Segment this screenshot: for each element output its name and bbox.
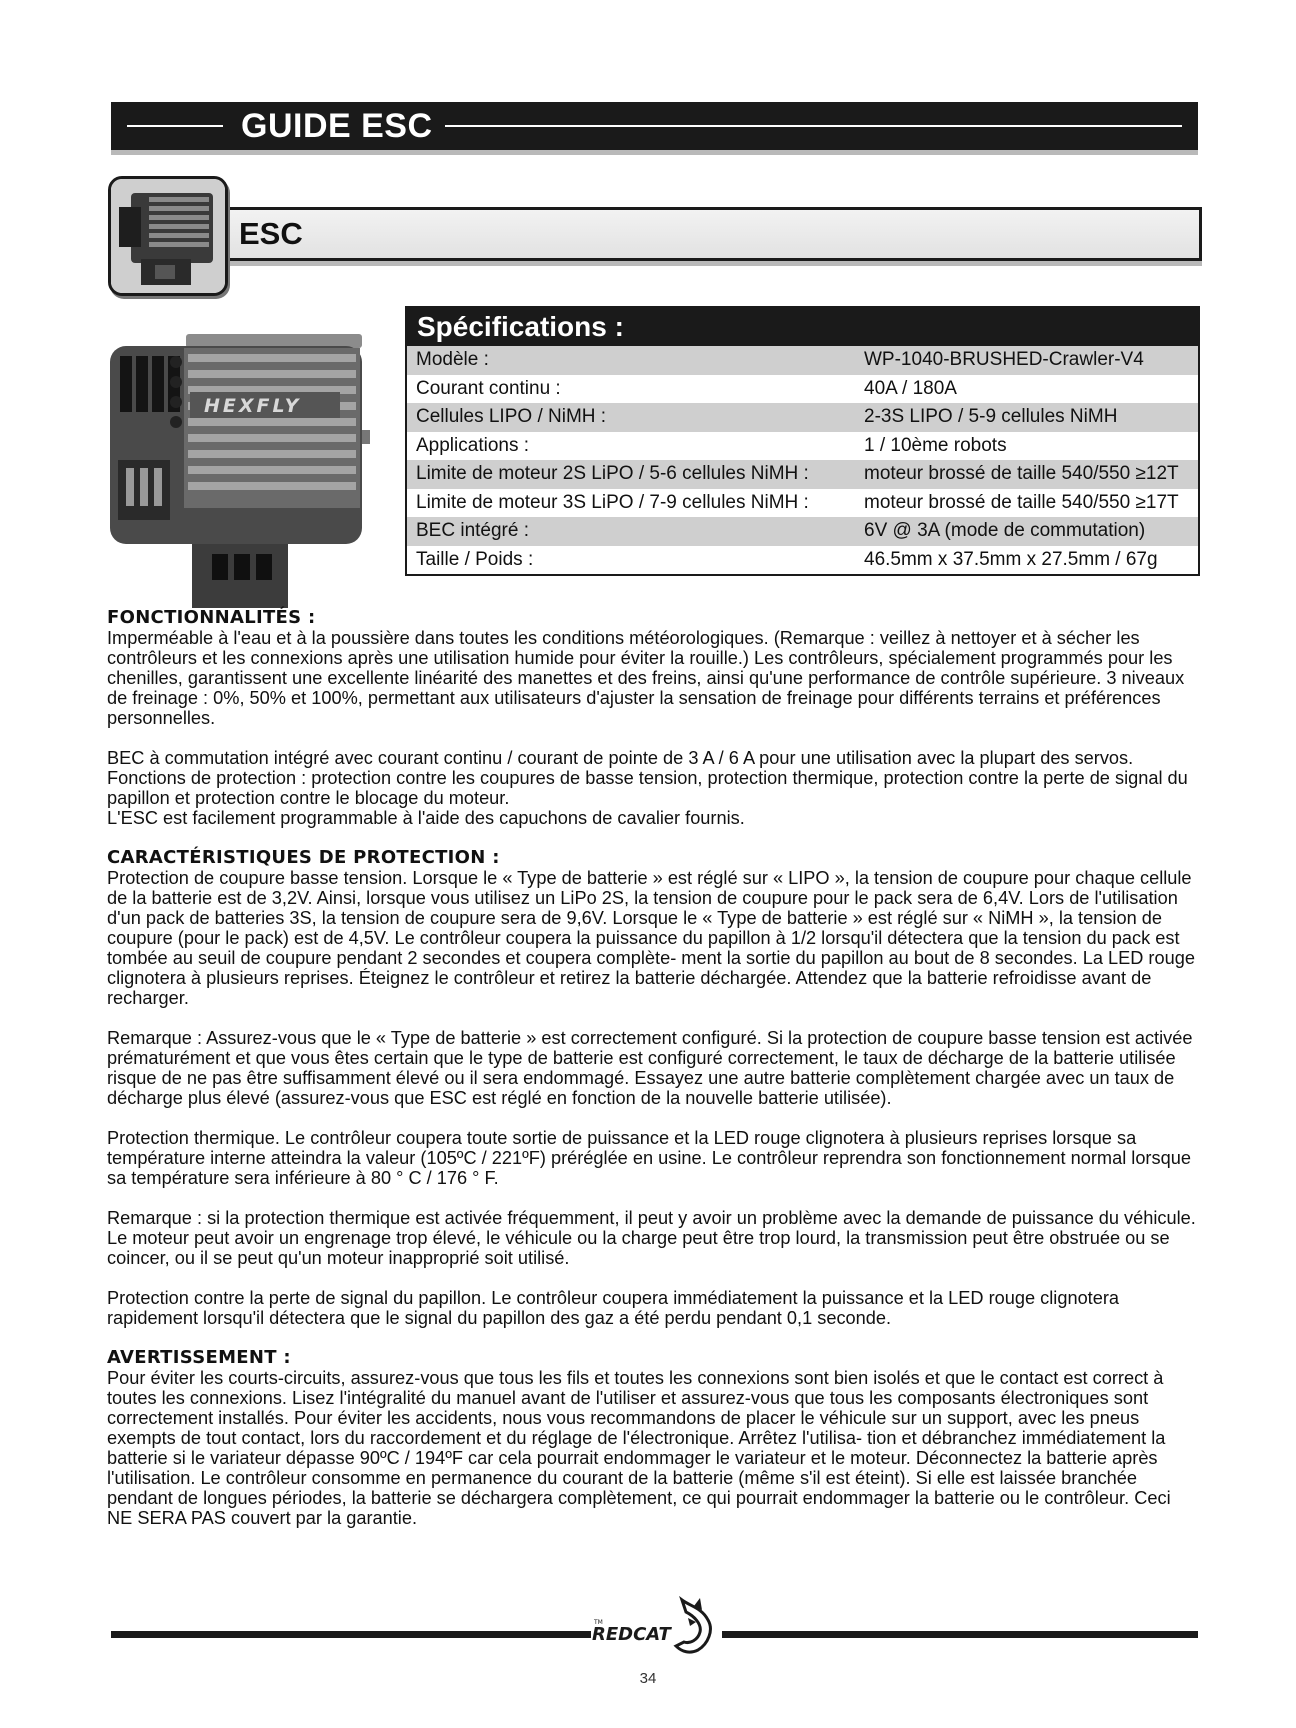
page-number: 34	[639, 1670, 657, 1687]
protection-heading: CARACTÉRISTIQUES DE PROTECTION :	[107, 847, 500, 868]
esc-thumbnail-icon	[108, 176, 228, 296]
footer-rule-right	[722, 1631, 1198, 1638]
protection-thermal-paragraph: Protection thermique. Le contrôleur coupera toute sortie de puissance et la LED rouge clignotera à plusieurs reprises lorsque sa température interne atteindra la valeur (105ºC / 221ºF) préréglée en usine. Le contrôleur reprendra son fonctionnement normal lorsque sa température sera inférieure à 80 ° C / 176 ° F.	[107, 1128, 1191, 1188]
esc-section-title: ESC	[239, 216, 303, 251]
spec-value: 46.5mm x 37.5mm x 27.5mm / 67g	[864, 548, 1158, 570]
features-heading: FONCTIONNALITÉS :	[107, 607, 316, 628]
spec-row-applications	[407, 432, 1198, 461]
spec-label: Cellules LIPO / NiMH :	[416, 406, 607, 427]
banner-rule-left	[127, 125, 223, 127]
spec-row-size-weight	[407, 546, 1198, 575]
footer-rule-left	[111, 1631, 591, 1638]
spec-label: Taille / Poids :	[416, 548, 534, 570]
spec-value: 1 / 10ème robots	[864, 434, 1007, 456]
protection-thermal-note: Remarque : si la protection thermique est activée fréquemment, il peut y avoir un problème avec la demande de puissance du véhicule. Le moteur peut avoir un engrenage trop élevé, le véhicule ou la charge peut être trop lourd, la transmission peut être obstruée ou se coincer, ou il se peut qu'un moteur inapproprié soit utilisé.	[107, 1208, 1196, 1268]
features-bec-paragraph: BEC à commutation intégré avec courant continu / courant de pointe de 3 A / 6 A pour une utilisation avec la plupart des servos.	[107, 748, 1134, 768]
spec-label: Limite de moteur 3S LiPO / 7-9 cellules NiMH :	[416, 491, 809, 513]
features-programming-paragraph: L'ESC est facilement programmable à l'aide des capuchons de cavalier fournis.	[107, 808, 745, 828]
spec-label: BEC intégré :	[416, 520, 529, 541]
specifications-rows	[407, 346, 1198, 574]
spec-row-motor-limit-3s	[407, 489, 1198, 518]
spec-value: WP-1040-BRUSHED-Crawler-V4	[864, 349, 1144, 370]
redcat-logo-icon	[590, 1596, 724, 1658]
specifications-table	[405, 306, 1200, 576]
spec-label: Applications :	[416, 434, 530, 456]
spec-row-current	[407, 375, 1198, 404]
spec-row-model	[407, 346, 1198, 375]
spec-value: 6V @ 3A (mode de commutation)	[864, 520, 1146, 541]
body-text	[107, 608, 1197, 1528]
banner-rule-right	[445, 125, 1182, 127]
redcat-logo-text: REDCAT	[592, 1624, 671, 1645]
spec-row-bec	[407, 517, 1198, 546]
spec-row-cells	[407, 403, 1198, 432]
trademark-text: TM	[594, 1619, 603, 1626]
specifications-title: Spécifications :	[407, 308, 1198, 346]
features-paragraph: Imperméable à l'eau et à la poussière dans toutes les conditions météorologiques. (Remarque : veillez à nettoyer et à sécher les contrôleurs et les connexions après une utilisation humide pour éviter la rouille.) Les contrôleurs, spécialement programmés pour les chenilles, garantissent une excellente linéarité des manettes et des freins, ainsi qu'une performance de contrôle supérieure. 3 niveaux de freinage : 0%, 50% et 100%, permettant aux utilisateurs d'ajuster la sensation de freinage pour différents terrains et préférences personnelles.	[107, 628, 1185, 728]
warning-heading: AVERTISSEMENT :	[107, 1347, 291, 1368]
protection-signal-loss-paragraph: Protection contre la perte de signal du papillon. Le contrôleur coupera immédiatement la puissance et la LED rouge clignotera rapidement lorsqu'il détectera que le signal du papillon des gaz a été perdu pendant 0,1 seconde.	[107, 1288, 1120, 1328]
spec-value: moteur brossé de taille 540/550 ≥12T	[864, 463, 1179, 484]
spec-value: 2-3S LIPO / 5-9 cellules NiMH	[864, 406, 1118, 427]
spec-row-motor-limit-2s	[407, 460, 1198, 489]
esc-product-image	[104, 332, 394, 612]
spec-label: Limite de moteur 2S LiPO / 5-6 cellules NiMH :	[416, 463, 809, 484]
spec-label: Courant continu :	[416, 377, 561, 399]
spec-label: Modèle :	[416, 349, 489, 370]
protection-battery-type-note: Remarque : Assurez-vous que le « Type de batterie » est correctement configuré. Si la protection de coupure basse tension est activée prématurément et que vous êtes certain que le type de batterie est configuré correctement, le taux de décharge de la batterie utilisée risque de ne pas être suffisamment élevé ou il sera endommagé. Essayez une autre batterie complètement chargée avec un taux de décharge plus élevé (assurez-vous que ESC est réglé en fonction de la nouvelle batterie utilisée).	[107, 1028, 1193, 1108]
guide-esc-banner	[111, 102, 1198, 150]
warning-paragraph: Pour éviter les courts-circuits, assurez-vous que tous les fils et toutes les connexions sont bien isolés et que le contact est correct à toutes les connexions. Lisez l'intégralité du manuel avant de l'utiliser et assurez-vous que tous les composants électroniques sont correctement installés. Pour éviter les accidents, nous vous recommandons de placer le véhicule sur un support, avec les pneus exempts de tout contact, lors du raccordement et du réglage de l'électronique. Arrêtez l'utilisa- tion et débranchez immédiatement la batterie si le variateur dépasse 90ºC / 194ºF car cela pourrait endommager le variateur et le moteur. Déconnectez la batterie après l'utilisation. Le contrôleur consomme en permanence du courant de la batterie (même s'il est éteint). Si elle est laissée branchée pendant de longues périodes, la batterie se déchargera complètement, ce qui pourrait endommager la batterie ou le contrôleur. Ceci NE SERA PAS couvert par la garantie.	[107, 1368, 1171, 1528]
spec-value: moteur brossé de taille 540/550 ≥17T	[864, 491, 1179, 513]
banner-title: GUIDE ESC	[241, 106, 433, 145]
protection-low-voltage-paragraph: Protection de coupure basse tension. Lorsque le « Type de batterie » est réglé sur « LIPO », la tension de coupure pour chaque cellule de la batterie est de 3,2V. Ainsi, lorsque vous utilisez un LiPo 2S, la tension de coupure pour le pack sera de 6,4V. Lors de l'utilisation d'un pack de batteries 3S, la tension de coupure sera de 9,6V. Lorsque le « Type de batterie » est réglé sur « NiMH », la tension de coupure (pour le pack) est de 4,5V. Le contrôleur coupera la puissance du papillon à 1/2 lorsqu'il détectera que la tension du pack est tombée au seuil de coupure pendant 2 secondes et coupera complète- ment la sortie du papillon au bout de 8 secondes. La LED rouge clignotera à plusieurs reprises. Éteignez le contrôleur et retirez la batterie déchargée. Attendez que la batterie refroidisse avant de recharger.	[107, 868, 1195, 1008]
hexfly-logo-text: HEXFLY	[204, 395, 302, 417]
features-protection-paragraph: Fonctions de protection : protection contre les coupures de basse tension, protection thermique, protection contre la perte de signal du papillon et protection contre le blocage du moteur.	[107, 768, 1188, 808]
spec-value: 40A / 180A	[864, 377, 957, 399]
esc-section-header	[224, 207, 1202, 261]
